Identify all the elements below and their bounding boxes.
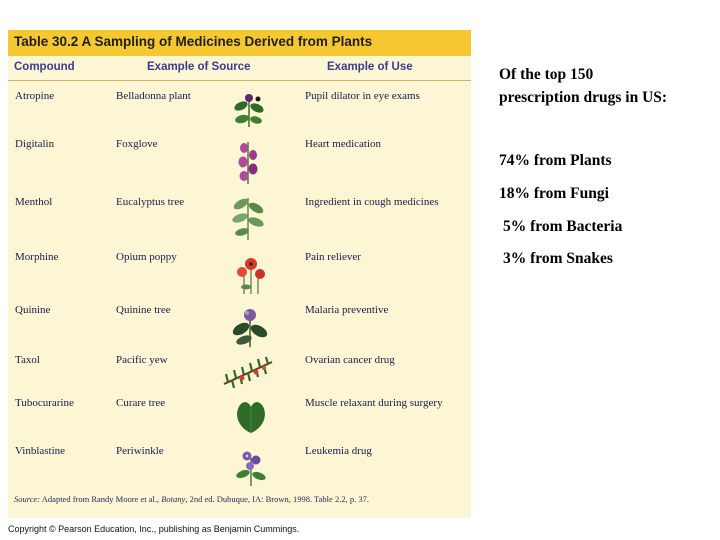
source-belladonna: Belladonna plant <box>116 90 191 102</box>
source-citation <box>14 494 369 504</box>
stat-snakes: 3% from Snakes <box>503 250 613 267</box>
source-text-part1: Adapted from Randy Moore et al., <box>40 494 162 504</box>
compound-atropine: Atropine <box>15 90 55 102</box>
use-morphine: Pain reliever <box>305 251 361 263</box>
column-header-use: Example of Use <box>327 61 413 73</box>
table-title: Table 30.2 A Sampling of Medicines Derived from Plants <box>14 34 373 49</box>
stat-plants: 74% from Plants <box>499 152 612 169</box>
source-eucalyptus: Eucalyptus tree <box>116 196 185 208</box>
use-tubocurarine: Muscle relaxant during surgery <box>305 397 443 409</box>
source-pacific-yew: Pacific yew <box>116 354 168 366</box>
copyright-notice: Copyright © Pearson Education, Inc., publishing as Benjamin Cummings. <box>8 524 300 534</box>
belladonna-icon <box>232 92 266 128</box>
source-label: Source: <box>14 494 41 504</box>
source-book-title: Botany <box>161 494 186 504</box>
periwinkle-icon <box>234 446 268 486</box>
column-header-compound: Compound <box>14 61 75 73</box>
compound-digitalin: Digitalin <box>15 138 55 150</box>
compound-tubocurarine: Tubocurarine <box>15 397 74 409</box>
source-opium-poppy: Opium poppy <box>116 251 177 263</box>
side-heading-line2: prescription drugs in US: <box>499 89 668 106</box>
eucalyptus-icon <box>230 194 266 240</box>
compound-taxol: Taxol <box>15 354 40 366</box>
source-foxglove: Foxglove <box>116 138 158 150</box>
source-text-part2: , 2nd ed. Dubuque, IA: Brown, 1998. Table 2.2, p. 37. <box>185 494 369 504</box>
column-header-source: Example of Source <box>147 61 251 73</box>
medicines-table <box>8 30 471 518</box>
compound-morphine: Morphine <box>15 251 59 263</box>
side-heading-line1: Of the top 150 <box>499 66 594 83</box>
table-header-bar <box>8 30 471 56</box>
stat-fungi: 18% from Fungi <box>499 185 609 202</box>
use-vinblastine: Leukemia drug <box>305 445 372 457</box>
source-quinine-tree: Quinine tree <box>116 304 171 316</box>
source-curare-tree: Curare tree <box>116 397 166 409</box>
compound-quinine: Quinine <box>15 304 51 316</box>
header-divider <box>8 80 471 81</box>
compound-vinblastine: Vinblastine <box>15 445 66 457</box>
curare-leaf-icon <box>234 399 268 435</box>
use-quinine: Malaria preventive <box>305 304 389 316</box>
foxglove-icon <box>234 140 262 184</box>
compound-menthol: Menthol <box>15 196 53 208</box>
use-menthol: Ingredient in cough medicines <box>305 196 439 208</box>
use-taxol: Ovarian cancer drug <box>305 354 395 366</box>
poppy-icon <box>234 254 268 294</box>
stat-bacteria: 5% from Bacteria <box>503 218 623 235</box>
quinine-tree-icon <box>232 307 268 347</box>
pacific-yew-icon <box>222 356 274 388</box>
use-digitalin: Heart medication <box>305 138 382 150</box>
source-periwinkle: Periwinkle <box>116 445 164 457</box>
use-atropine: Pupil dilator in eye exams <box>305 90 420 102</box>
